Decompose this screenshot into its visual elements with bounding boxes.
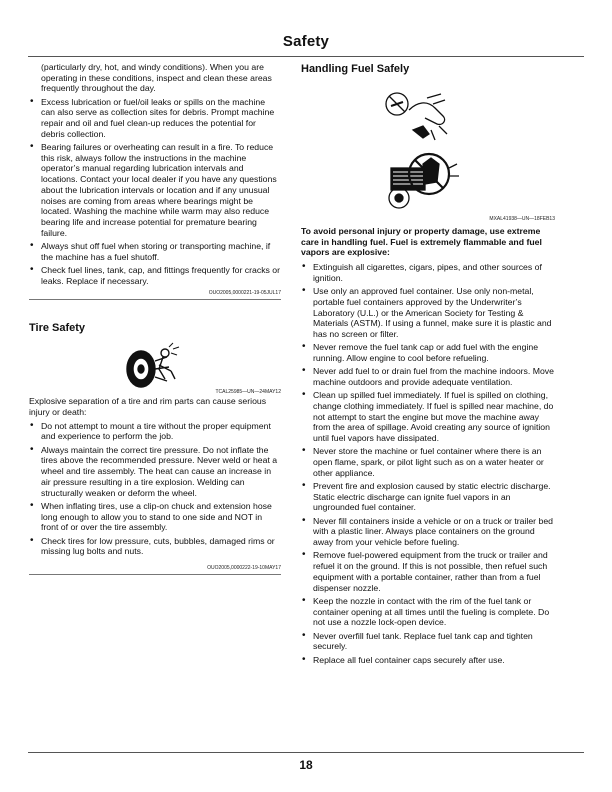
- list-item: • Never overfill fuel tank. Replace fuel tank cap and tighten securely.: [301, 631, 555, 652]
- fuel-intro: To avoid personal injury or property damage, use extreme care in handling fuel. Fuel is extremely flammable and fuel vapors are explosive:: [301, 226, 542, 258]
- list-item: • Never remove the fuel tank cap or add fuel with the engine running. Allow engine to cool before refueling.: [301, 342, 555, 363]
- list-item: • Extinguish all cigarettes, cigars, pipes, and other sources of ignition.: [301, 262, 555, 283]
- fuel-safety-figure: [301, 84, 555, 226]
- section-heading-tire-safety: Tire Safety: [29, 322, 86, 335]
- list-item: • Bearing failures or overheating can result in a fire. To reduce this risk, always follow the instructions in the machine operator’s manual regarding lubrication intervals and locations. Contact your local dealer if you have any questions about the lubrication intervals or location and if any unusual noises are coming from areas where bearings might be located. Washing the machine while warm may also reduce bearing life and increase potential for premature bearing failure.: [29, 142, 281, 238]
- tire-explosion-icon: [29, 341, 281, 389]
- list-item: • Replace all fuel container caps securely after use.: [301, 655, 555, 666]
- continuation-text: (particularly dry, hot, and windy conditions). When you are operating in these conditions, inspect and clean these areas frequently throughout the day.: [41, 62, 272, 94]
- list-item: • Prevent fire and explosion caused by static electric discharge. Static electric discharge can ignite fuel vapors in an ungrounded fuel container.: [301, 481, 555, 513]
- right-column: [301, 62, 555, 668]
- list-item: • When inflating tires, use a clip-on chuck and extension hose long enough to allow you to stand to one side and NOT in front of or over the tire assembly.: [29, 501, 281, 533]
- tire-safety-figure: [29, 341, 281, 395]
- no-smoking-refuel-icon: [301, 84, 555, 218]
- left-column: [29, 62, 281, 575]
- header-rule: [28, 56, 584, 57]
- tire-intro: Explosive separation of a tire and rim parts can cause serious injury or death:: [29, 396, 267, 418]
- page-number: 18: [299, 758, 313, 772]
- list-item: • Check fuel lines, tank, cap, and fittings frequently for cracks or leaks. Replace if necessary.: [29, 265, 281, 286]
- reference-code: OUO2005,0000221-19-05JUL17: [208, 290, 281, 297]
- list-item: • Never fill containers inside a vehicle or on a truck or trailer bed with a plastic liner. Always place containers on the ground away from your vehicle before fueling.: [301, 516, 555, 548]
- debris-bullet-list: [29, 97, 281, 287]
- list-item: • Clean up spilled fuel immediately. If fuel is spilled on clothing, change clothing immediately. If fuel is spilled near machine, do not attempt to start the engine but move the machine away from the area of spillage. Avoid creating any source of ignition until fuel vapors have dissipated.: [301, 390, 555, 444]
- figure-code: MXAL41938—UN—18FEB13: [489, 216, 555, 222]
- page-title: Safety: [282, 33, 330, 50]
- figure-code: TCAL25985—UN—24MAY12: [215, 389, 281, 396]
- fuel-bullet-list: [301, 262, 555, 665]
- list-item: • Always shut off fuel when storing or transporting machine, if the machine has a fuel shutoff.: [29, 241, 281, 262]
- list-item: • Remove fuel-powered equipment from the truck or trailer and refuel it on the ground. If this is not possible, then refuel such equipment with a portable container, rather than from a fuel dispenser nozzle.: [301, 550, 555, 593]
- list-item: • Excess lubrication or fuel/oil leaks or spills on the machine can also serve as collection sites for debris. Prompt machine repair and oil and fuel clean-up reduces the potential for debris collection.: [29, 97, 281, 140]
- list-item: • Keep the nozzle in contact with the rim of the fuel tank or container opening at all times until the fueling is complete. Do not use a nozzle lock-open device.: [301, 596, 555, 628]
- section-heading-handling-fuel: Handling Fuel Safely: [301, 63, 410, 75]
- list-item: • Never store the machine or fuel container where there is an open flame, spark, or pilot light such as on a water heater or other appliance.: [301, 446, 555, 478]
- tire-bullet-list: [29, 421, 281, 557]
- section-divider: [29, 574, 281, 575]
- section-divider: [29, 299, 281, 300]
- reference-code: OUO2005,0000222-19-10MAY17: [207, 564, 281, 571]
- list-item: • Do not attempt to mount a tire without the proper equipment and experience to perform the job.: [29, 421, 281, 442]
- list-item: • Use only an approved fuel container. Use only non-metal, portable fuel containers approved by the Underwriter’s Laboratory (U.L.) or the American Society for Testing & Materials (ASTM). If using a funnel, make sure it is plastic and has no screen or filter.: [301, 286, 555, 340]
- list-item: • Check tires for low pressure, cuts, bubbles, damaged rims or missing lug bolts and nuts.: [29, 536, 281, 557]
- list-item: • Never add fuel to or drain fuel from the machine indoors. Move machine outdoors and provide adequate ventilation.: [301, 366, 555, 387]
- list-item: • Always maintain the correct tire pressure. Do not inflate the tires above the recommended pressure. Never weld or heat a wheel and tire assembly. The heat can cause an increase in air pressure resulting in a tire explosion. Welding can structurally weaken or deform the wheel.: [29, 445, 281, 499]
- footer-rule: [28, 752, 584, 753]
